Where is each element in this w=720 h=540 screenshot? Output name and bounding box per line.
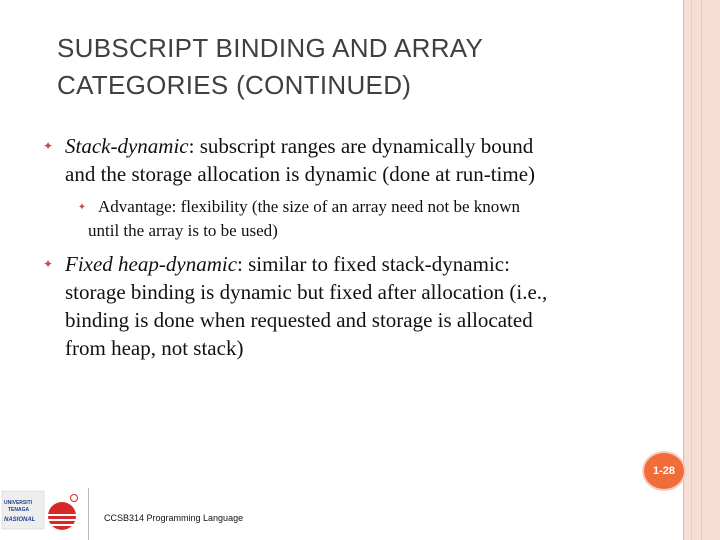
bullet-icon xyxy=(42,258,54,270)
bullet-text: and the storage allocation is dynamic (done at run-time) xyxy=(65,162,536,186)
bullet-text: from heap, not stack) xyxy=(65,336,244,360)
bullet-text: binding is done when requested and storage is allocated xyxy=(65,308,533,332)
bullet-stack-dynamic xyxy=(65,132,625,188)
title-line-1: SUBSCRIPT BINDING AND ARRAY xyxy=(57,33,484,63)
page-number-badge: 1-28 xyxy=(644,453,684,489)
right-decorative-band xyxy=(684,0,720,540)
title-line-2: CATEGORIES (CONTINUED) xyxy=(57,70,412,100)
bullet-text: : similar to fixed stack-dynamic: xyxy=(237,252,510,276)
decorative-line xyxy=(691,0,692,540)
footer-course-name: CCSB314 Programming Language xyxy=(104,513,244,523)
bullet-text: storage binding is dynamic but fixed after allocation (i.e., xyxy=(65,280,548,304)
logo-text-line-1: UNIVERSITI xyxy=(4,500,33,506)
decorative-line xyxy=(701,0,702,540)
slide-title xyxy=(57,30,617,104)
bullet-fixed-heap-dynamic xyxy=(65,250,625,362)
university-logo xyxy=(0,490,86,530)
bullet-term: Stack-dynamic xyxy=(65,134,189,158)
footer-divider xyxy=(88,488,89,540)
sub-bullet-icon xyxy=(77,203,87,213)
sub-bullet-text: Advantage: flexibility (the size of an array need not be known xyxy=(98,197,521,216)
logo-text-line-2: TENAGA xyxy=(8,507,30,513)
bullet-text: : subscript ranges are dynamically bound xyxy=(188,134,534,158)
sub-bullet-text: until the array is to be used) xyxy=(88,221,278,240)
sub-bullet-advantage xyxy=(88,195,633,243)
logo-text-line-3: NASIONAL xyxy=(4,517,36,523)
decorative-line xyxy=(683,0,684,540)
bullet-term: Fixed heap-dynamic xyxy=(65,252,238,276)
bullet-icon xyxy=(42,140,54,152)
